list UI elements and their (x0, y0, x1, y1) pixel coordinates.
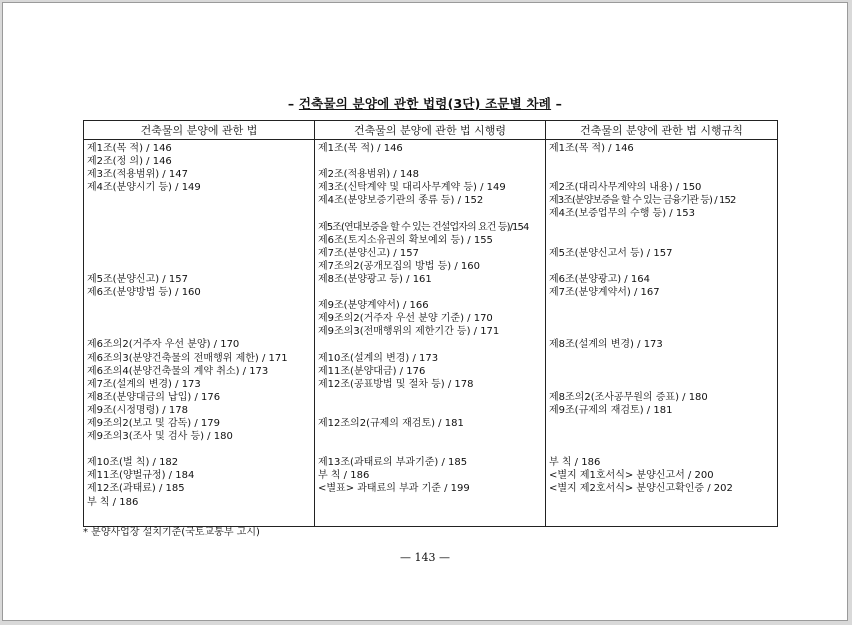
article-entry (318, 207, 545, 220)
article-entry: 제4조(분양시기 등) / 149 (87, 182, 201, 194)
article-entry: 제7조(설계의 변경) / 173 (87, 378, 201, 390)
article-entry: 제8조(설계의 변경) / 173 (549, 339, 663, 351)
article-entry: 제2조(대리사무계약의 내용) / 150 (549, 182, 702, 194)
article-entry: 제9조의2(거주자 우선 분양 기준) / 170 (318, 313, 493, 325)
article-entry: 제4조(보증업무의 수행 등) / 153 (549, 208, 695, 220)
page-title (3, 94, 847, 112)
article-index-table (83, 120, 778, 527)
article-entry: <별표> 과태료의 부과 기준 / 199 (318, 483, 470, 495)
header-decree: 건축물의 분양에 관한 법 시행령 (315, 121, 546, 140)
article-entry (87, 247, 314, 260)
article-entry: 제3조(분양보증을 할 수 있는 금융기관 등) / 152 (549, 195, 736, 207)
article-entry: 부 칙 / 186 (549, 457, 601, 469)
article-entry (549, 221, 777, 234)
article-entry: 제9조(분양계약서) / 166 (318, 300, 429, 312)
article-entry: 제12조(공표방법 및 절차 등) / 178 (318, 378, 474, 390)
article-entry (87, 234, 314, 247)
article-entry: 제1조(목 적) / 146 (318, 143, 403, 154)
footnote: * 분양사업장 설치기준(국토교통부 고시) (83, 527, 260, 538)
article-entry (549, 312, 777, 325)
title-main: 건축물의 분양에 관한 법령(3단) 조문별 차례 (298, 96, 552, 111)
article-entry (318, 404, 545, 417)
article-entry (87, 221, 314, 234)
article-entry: 제1조(목 적) / 146 (87, 143, 172, 154)
article-entry: 제3조(신탁계약 및 대리사무계약 등) / 149 (318, 182, 506, 194)
article-entry: 제10조(설계의 변경) / 173 (318, 352, 439, 364)
article-entry: 제6조(토지소유권의 확보예외 등) / 155 (318, 234, 493, 246)
article-entry: 제11조(양벌규정) / 184 (87, 470, 195, 482)
document-page (2, 2, 848, 621)
article-entry: 제1조(목 적) / 146 (549, 143, 634, 154)
header-rules: 건축물의 분양에 관한 법 시행규칙 (546, 121, 778, 140)
header-act: 건축물의 분양에 관한 법 (84, 121, 315, 140)
article-entry: 제6조의4(분양건축물의 계약 취소) / 173 (87, 365, 269, 377)
article-entry: 제5조(연대보증을 할 수 있는 건설업자의 요건 등)/154 (318, 221, 529, 233)
article-entry (549, 430, 777, 443)
article-entry (87, 509, 314, 522)
article-entry (549, 299, 777, 312)
title-suffix: – (551, 96, 563, 111)
article-entry (549, 417, 777, 430)
article-entry: 제6조(분양광고) / 164 (549, 273, 650, 285)
article-entry: 제9조(시정명령) / 178 (87, 404, 188, 416)
article-entry (549, 155, 777, 168)
article-entry: 제8조(분양광고 등) / 161 (318, 273, 432, 285)
article-entry (318, 391, 545, 404)
article-entry: <별지 제1호서식> 분양신고서 / 200 (549, 470, 714, 482)
act-column (84, 140, 315, 527)
decree-column (315, 140, 546, 527)
article-entry (87, 325, 314, 338)
article-entry (549, 168, 777, 181)
article-entry: 제9조의3(조사 및 검사 등) / 180 (87, 431, 233, 443)
article-entry: 제2조(적용범위) / 148 (318, 169, 419, 181)
table-header-row (84, 121, 778, 140)
article-entry (549, 378, 777, 391)
article-entry: 제10조(벌 칙) / 182 (87, 457, 179, 469)
article-entry: 제7조(분양신고) / 157 (318, 247, 419, 259)
article-entry: 제8조(분양대금의 납입) / 176 (87, 391, 221, 403)
article-entry (87, 443, 314, 456)
page-number: — 143 — (400, 551, 450, 564)
article-entry (87, 207, 314, 220)
article-entry: 제6조의3(분양건축물의 전매행위 제한) / 171 (87, 352, 288, 364)
article-entry (549, 260, 777, 273)
article-entry (549, 443, 777, 456)
article-entry: 제3조(적용범위) / 147 (87, 169, 188, 181)
article-entry: 제5조(분양신고서 등) / 157 (549, 247, 673, 259)
article-entry: 제9조의3(전매행위의 제한기간 등) / 171 (318, 326, 500, 338)
article-entry (318, 286, 545, 299)
article-entry: 제6조의2(거주자 우선 분양) / 170 (87, 339, 240, 351)
article-entry (87, 194, 314, 207)
article-entry (318, 430, 545, 443)
article-entry: 부 칙 / 186 (318, 470, 370, 482)
article-entry: 부 칙 / 186 (87, 496, 139, 508)
article-entry: 제9조의2(보고 및 감독) / 179 (87, 417, 220, 429)
article-entry (318, 338, 545, 351)
article-entry: 제7조(분양계약서) / 167 (549, 287, 660, 299)
article-entry (87, 312, 314, 325)
article-entry: 제13조(과태료의 부과기준) / 185 (318, 457, 468, 469)
article-entry: 제2조(정 의) / 146 (87, 156, 172, 168)
article-entry: 제5조(분양신고) / 157 (87, 273, 188, 285)
article-entry (549, 352, 777, 365)
article-entry (549, 365, 777, 378)
article-entry (549, 325, 777, 338)
article-entry (318, 496, 545, 509)
article-entry: <별지 제2호서식> 분양신고확인증 / 202 (549, 483, 733, 495)
article-entry: 제12조(과태료) / 185 (87, 483, 185, 495)
article-entry (318, 155, 545, 168)
article-entry (549, 234, 777, 247)
article-entry: 제6조(분양방법 등) / 160 (87, 287, 201, 299)
article-entry: 제9조(규제의 재검토) / 181 (549, 404, 673, 416)
article-entry (87, 299, 314, 312)
title-prefix: – (287, 96, 299, 111)
table-body-row (84, 140, 778, 527)
article-entry: 제8조의2(조사공무원의 증표) / 180 (549, 391, 708, 403)
article-entry (318, 443, 545, 456)
article-entry: 제4조(분양보증기관의 종류 등) / 152 (318, 195, 484, 207)
article-entry (87, 260, 314, 273)
rules-column (546, 140, 778, 527)
article-entry: 제12조의2(규제의 재검토) / 181 (318, 417, 464, 429)
article-entry: 제11조(분양대금) / 176 (318, 365, 426, 377)
article-entry: 제7조의2(공개모집의 방법 등) / 160 (318, 260, 480, 272)
